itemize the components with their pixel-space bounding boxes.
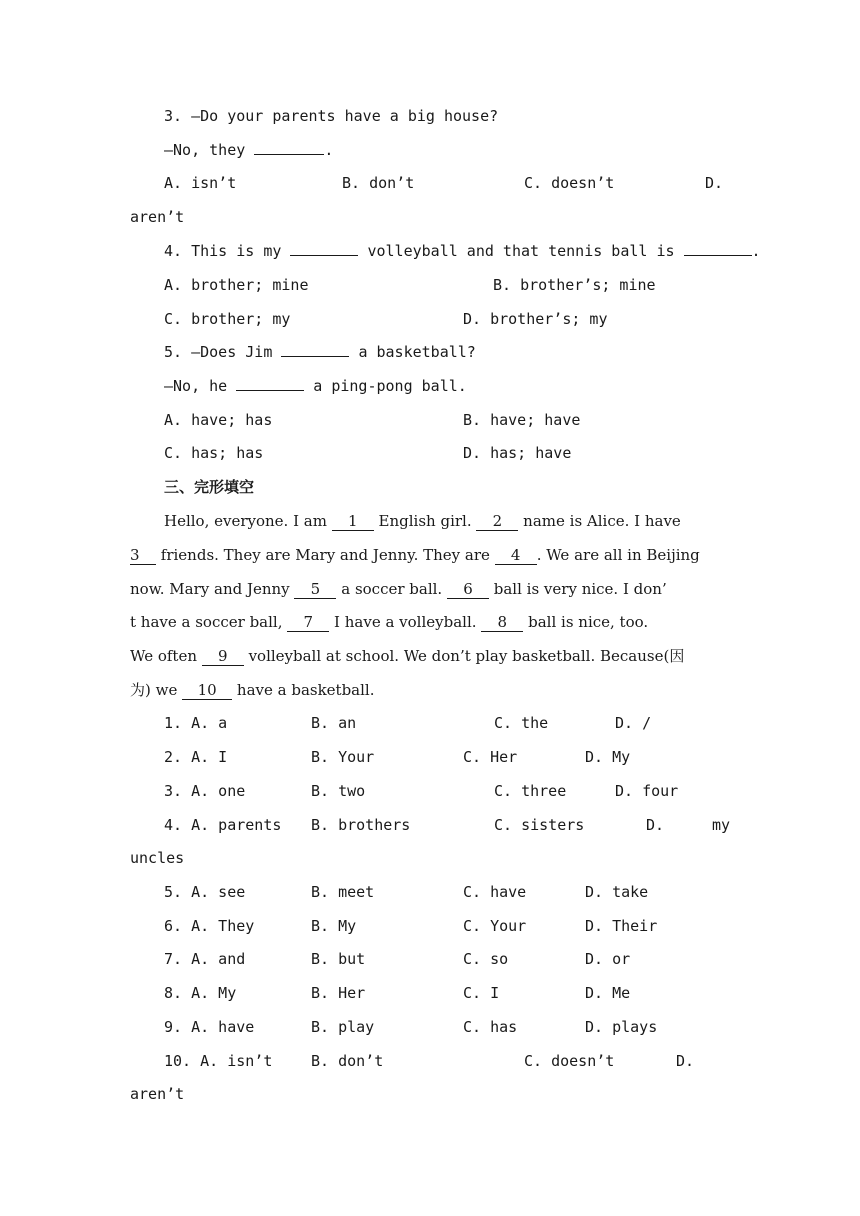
cloze-9-option-d: D. plays	[585, 1018, 658, 1036]
q3-option-a: A. isn’t	[164, 174, 237, 192]
cloze-blank-number: 9	[202, 647, 244, 666]
cloze-10-option-b: B. don’t	[311, 1052, 384, 1070]
question-3-answer-line	[164, 138, 333, 162]
cloze-10-option-d-cont: aren’t	[130, 1085, 185, 1103]
cloze-1-option-b: B. an	[311, 714, 357, 732]
cloze-10-option-c: C. doesn’t	[524, 1052, 615, 1070]
cloze-blank-number: 10	[182, 681, 232, 700]
q4-option-c: C. brother; my	[164, 310, 291, 328]
cloze-6-option-c: C. Your	[463, 917, 527, 935]
cloze-8-option-b: B. Her	[311, 984, 366, 1002]
cloze-6-option-d: D. Their	[585, 917, 658, 935]
cloze-3-option-c: C. three	[494, 782, 567, 800]
answer-blank	[236, 375, 304, 391]
cloze-5-option-a: 5. A. see	[164, 883, 246, 901]
question-5-answer	[164, 374, 467, 398]
question-3-stem	[164, 104, 498, 128]
cloze-2-option-c: C. Her	[463, 748, 518, 766]
cloze-5-option-c: C. have	[463, 883, 527, 901]
q4-option-b: B. brother’s; mine	[493, 276, 656, 294]
cloze-blank-number: 5	[294, 580, 336, 599]
passage-line-3	[130, 577, 732, 601]
cloze-blank-number: 6	[447, 580, 489, 599]
q4-option-d: D. brother’s; my	[463, 310, 608, 328]
cloze-blank-number: 8	[481, 613, 523, 632]
passage-line-4	[130, 610, 732, 634]
passage-text: friends. They are Mary and Jenny. They are	[160, 546, 490, 564]
passage-line-1	[164, 509, 732, 533]
q3-answer-prefix: —No, they	[164, 141, 246, 159]
cloze-9-option-c: C. has	[463, 1018, 518, 1036]
passage-text: now. Mary and Jenny	[130, 580, 290, 598]
cloze-2-option-a: 2. A. I	[164, 748, 228, 766]
passage-text: . We are all in Beijing	[536, 546, 700, 564]
answer-blank	[254, 139, 324, 155]
cloze-10-option-d: D.	[676, 1052, 695, 1070]
passage-text: I have a volleyball.	[334, 613, 477, 631]
cloze-4-option-a: 4. A. parents	[164, 816, 282, 834]
passage-text: have a basketball.	[236, 681, 375, 699]
passage-text: a soccer ball.	[341, 580, 443, 598]
passage-text: We often	[130, 647, 197, 665]
cloze-8-option-c: C. I	[463, 984, 500, 1002]
cloze-7-option-c: C. so	[463, 950, 509, 968]
cloze-1-option-c: C. the	[494, 714, 549, 732]
passage-text: 为) we	[130, 681, 178, 699]
cloze-blank-number: 7	[287, 613, 329, 632]
q5-stem-part: 5. —Does Jim	[164, 343, 273, 361]
q4-stem-part: 4. This is my	[164, 242, 282, 260]
cloze-6-option-a: 6. A. They	[164, 917, 255, 935]
q3-answer-suffix: .	[324, 141, 334, 159]
cloze-5-option-d: D. take	[585, 883, 649, 901]
cloze-3-option-a: 3. A. one	[164, 782, 246, 800]
q5-option-b: B. have; have	[463, 411, 581, 429]
cloze-4-option-d-cont: uncles	[130, 849, 185, 867]
q4-option-a: A. brother; mine	[164, 276, 309, 294]
cloze-9-option-a: 9. A. have	[164, 1018, 255, 1036]
cloze-3-option-d: D. four	[615, 782, 679, 800]
q3-option-c: C. doesn’t	[524, 174, 615, 192]
q3-option-d-cont: aren’t	[130, 208, 185, 226]
cloze-7-option-d: D. or	[585, 950, 631, 968]
passage-line-2	[130, 543, 732, 567]
passage-text: ball is very nice. I don’	[493, 580, 667, 598]
cloze-blank-number: 1	[332, 512, 374, 531]
q3-option-b: B. don’t	[342, 174, 415, 192]
passage-text: volleyball at school. We don’t play basketball. Because(因	[248, 647, 685, 665]
cloze-10-option-a: 10. A. isn’t	[164, 1052, 273, 1070]
cloze-5-option-b: B. meet	[311, 883, 375, 901]
answer-blank	[281, 341, 349, 357]
cloze-4-option-d: D.	[646, 816, 665, 834]
cloze-blank-number: 2	[476, 512, 518, 531]
question-4-stem	[164, 239, 761, 263]
cloze-7-option-b: B. but	[311, 950, 366, 968]
passage-text: name is Alice. I have	[523, 512, 681, 530]
cloze-9-option-b: B. play	[311, 1018, 375, 1036]
cloze-blank-number: 4	[495, 546, 537, 565]
passage-line-6	[130, 678, 732, 702]
q5-option-c: C. has; has	[164, 444, 264, 462]
passage-line-5	[130, 644, 732, 668]
passage-text: t have a soccer ball,	[130, 613, 283, 631]
answer-blank	[684, 240, 752, 256]
cloze-1-option-d: D. /	[615, 714, 652, 732]
q5-option-a: A. have; has	[164, 411, 273, 429]
passage-text: Hello, everyone. I am	[164, 512, 327, 530]
cloze-8-option-a: 8. A. My	[164, 984, 237, 1002]
q4-stem-part: volleyball and that tennis ball is	[367, 242, 675, 260]
q3-stem-text: 3. —Do your parents have a big house?	[164, 107, 499, 125]
q5-stem-part: a basketball?	[358, 343, 476, 361]
cloze-7-option-a: 7. A. and	[164, 950, 246, 968]
cloze-3-option-b: B. two	[311, 782, 366, 800]
section-title: 三、完形填空	[164, 478, 255, 496]
cloze-blank-number: 3	[130, 546, 156, 565]
question-5-stem	[164, 340, 476, 364]
passage-text: ball is nice, too.	[528, 613, 649, 631]
q5-answer-part: a ping-pong ball.	[313, 377, 467, 395]
q5-option-d: D. has; have	[463, 444, 572, 462]
passage-text: English girl.	[378, 512, 472, 530]
cloze-4-option-b: B. brothers	[311, 816, 411, 834]
cloze-8-option-d: D. Me	[585, 984, 631, 1002]
cloze-4-option-d-word: my	[712, 816, 731, 834]
q4-stem-part: .	[751, 242, 761, 260]
q3-option-d: D.	[705, 174, 724, 192]
cloze-1-option-a: 1. A. a	[164, 714, 228, 732]
cloze-2-option-d: D. My	[585, 748, 631, 766]
cloze-2-option-b: B. Your	[311, 748, 375, 766]
cloze-6-option-b: B. My	[311, 917, 357, 935]
cloze-4-option-c: C. sisters	[494, 816, 585, 834]
q5-answer-part: —No, he	[164, 377, 228, 395]
answer-blank	[290, 240, 358, 256]
